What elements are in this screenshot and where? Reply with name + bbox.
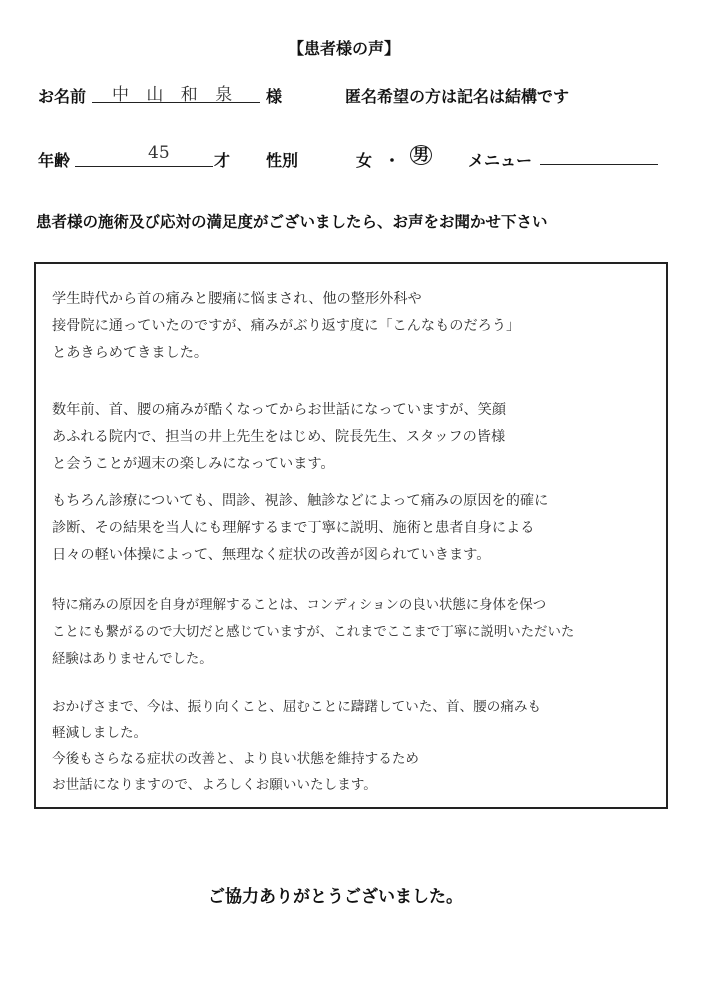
age-value: 45 [148, 143, 170, 163]
name-underline [92, 102, 260, 103]
testimonial-paragraph-5 [52, 694, 656, 798]
testimonial-line: 今後もさらなる症状の改善と、より良い状態を維持するため [52, 751, 420, 767]
testimonial-line: ことにも繋がるので大切だと感じていますが、これまでここまで丁寧に説明いただいた [52, 625, 575, 640]
name-label: お名前 [38, 87, 87, 106]
testimonial-line: もちろん診療についても、問診、視診、触診などによって痛みの原因を的確に [52, 493, 549, 509]
form-title: 【患者様の声】 [288, 39, 401, 58]
name-suffix: 様 [266, 87, 283, 106]
anonymous-note: 匿名希望の方は記名は結構です [345, 87, 570, 106]
testimonial-paragraph-1 [52, 286, 656, 367]
testimonial-box [34, 262, 668, 809]
testimonial-line: おかげさまで、今は、振り向くこと、屈むことに躊躇していた、首、腰の痛みも [52, 699, 542, 715]
testimonial-line: 診断、その結果を当人にも理解するまで丁寧に説明、施術と患者自身による [52, 520, 535, 536]
menu-underline [540, 164, 658, 165]
testimonial-line: 経験はありませんでした。 [52, 652, 213, 667]
testimonial-paragraph-3 [52, 488, 656, 569]
gender-female-option: 女 [356, 151, 373, 170]
name-value: 中 山 和 泉 [112, 85, 239, 105]
testimonial-line: 数年前、首、腰の痛みが酷くなってからお世話になっていますが、笑顔 [52, 402, 507, 418]
age-label: 年齢 [38, 151, 71, 170]
gender-male-option [410, 145, 432, 165]
gender-separator: ・ [384, 151, 401, 170]
gender-label: 性別 [266, 151, 299, 170]
gender-male-selected-circle: 男 [410, 145, 432, 165]
testimonial-line: と会うことが週末の楽しみになっています。 [52, 456, 335, 472]
testimonial-line: 学生時代から首の痛みと腰痛に悩まされ、他の整形外科や [52, 291, 422, 307]
testimonial-line: 日々の軽い体操によって、無理なく症状の改善が図られていきます。 [52, 547, 491, 563]
testimonial-line: 接骨院に通っていたのですが、痛みがぶり返す度に「こんなものだろう」 [52, 318, 521, 334]
menu-label: メニュー [468, 151, 533, 170]
satisfaction-prompt: 患者様の施術及び応対の満足度がございましたら、お声をお聞かせ下さい [36, 213, 548, 231]
testimonial-line: 軽減しました。 [52, 725, 148, 741]
testimonial-paragraph-4 [52, 592, 656, 673]
testimonial-line: お世話になりますので、よろしくお願いいたします。 [52, 777, 377, 793]
testimonial-line: 特に痛みの原因を自身が理解することは、コンディションの良い状態に身体を保つ [52, 598, 547, 613]
testimonial-paragraph-2 [52, 397, 656, 478]
age-underline [75, 166, 213, 167]
closing-message: ご協力ありがとうございました。 [208, 887, 463, 907]
age-unit: 才 [214, 151, 231, 170]
testimonial-line: あふれる院内で、担当の井上先生をはじめ、院長先生、スタッフの皆様 [52, 429, 506, 445]
testimonial-line: とあきらめてきました。 [52, 345, 209, 361]
